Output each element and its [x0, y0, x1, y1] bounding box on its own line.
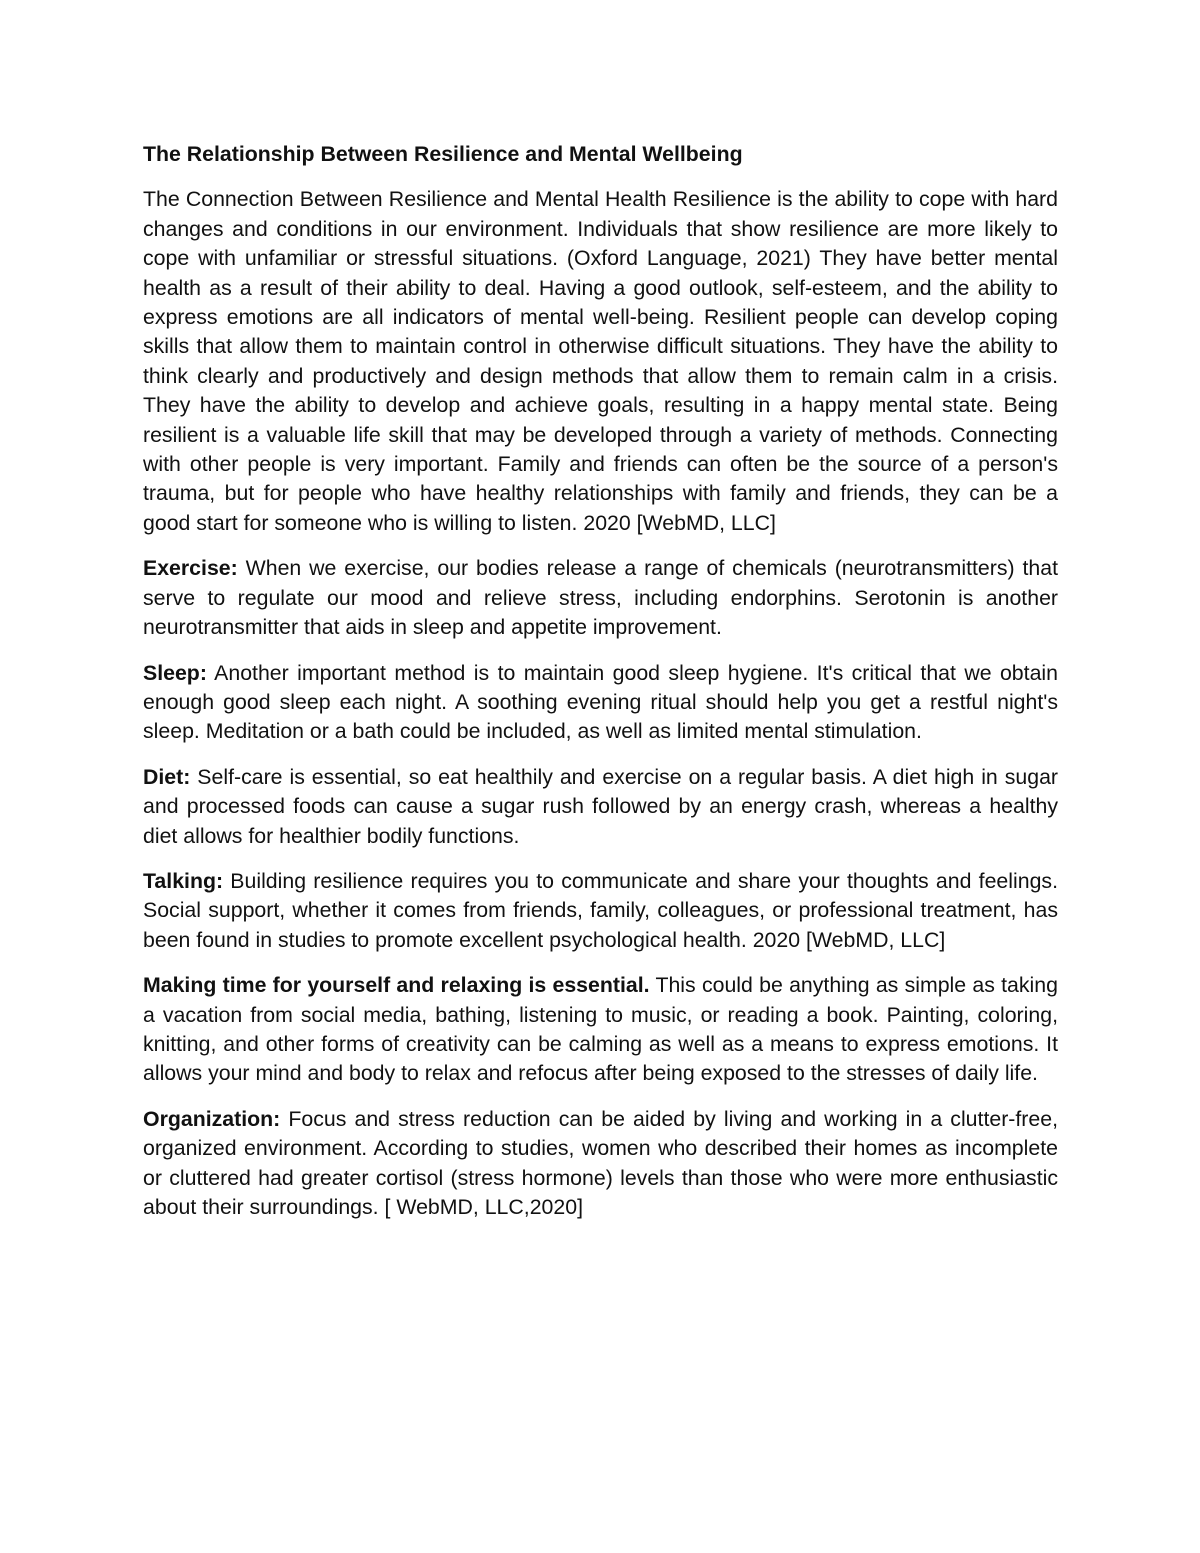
section-text: Building resilience requires you to communicate and share your thoughts and feelings. Social support, whether it comes from friends, family, colleagues, or professional treatment, has been found in studies to promote excellent psychological health. 2020 [WebMD, LLC] — [143, 868, 1058, 952]
section-talking — [143, 867, 1058, 955]
section-sleep — [143, 659, 1058, 747]
section-exercise — [143, 554, 1058, 642]
section-organization — [143, 1105, 1058, 1223]
section-text: This could be anything as simple as taking a vacation from social media, bathing, listening to music, or reading a book. Painting, coloring, knitting, and other forms of creativity can be calming as well as a means to express emotions. It allows your mind and body to relax and refocus after being exposed to the stresses of daily life. — [143, 973, 1058, 1086]
section-text: When we exercise, our bodies release a range of chemicals (neurotransmitters) that serve to regulate our mood and relieve stress, including endorphins. Serotonin is another neurotransmitter that aids in sleep and appetite improvement. — [143, 556, 1058, 640]
section-label: Making time for yourself and relaxing is essential. — [143, 973, 650, 998]
section-text: Focus and stress reduction can be aided by living and working in a clutter-free, organized environment. According to studies, women who described their homes as incomplete or cluttered had greater cortisol (stress hormone) levels than those who were more enthusiastic about their surroundings. [ WebMD, LLC,2020] — [143, 1106, 1058, 1219]
section-diet — [143, 763, 1058, 851]
intro-paragraph: The Connection Between Resilience and Mental Health Resilience is the ability to cope with hard changes and conditions in our environment. Individuals that show resilience are more likely to cope with unfamiliar or stressful situations. (Oxford Language, 2021) They have better mental health as a result of their ability to deal. Having a good outlook, self-esteem, and the ability to express emotions are all indicators of mental well-being. Resilient people can develop coping skills that allow them to maintain control in otherwise difficult situations. They have the ability to think clearly and productively and design methods that allow them to remain calm in a crisis. They have the ability to develop and achieve goals, resulting in a happy mental state. Being resilient is a valuable life skill that may be developed through a variety of methods. Connecting with other people is very important. Family and friends can often be the source of a person's trauma, but for people who have healthy relationships with family and friends, they can be a good start for someone who is willing to listen. 2020 [WebMD, LLC] — [143, 187, 1058, 535]
section-label: Diet: — [143, 764, 191, 789]
section-making-time — [143, 971, 1058, 1089]
section-label: Exercise: — [143, 556, 238, 581]
document-page — [143, 140, 1058, 1238]
section-text: Self-care is essential, so eat healthily and exercise on a regular basis. A diet high in sugar and processed foods can cause a sugar rush followed by an energy crash, whereas a healthy diet allows for healthier bodily functions. — [143, 764, 1059, 848]
section-text: Another important method is to maintain good sleep hygiene. It's critical that we obtain enough good sleep each night. A soothing evening ritual should help you get a restful night's sleep. Meditation or a bath could be included, as well as limited mental stimulation. — [143, 660, 1058, 744]
section-label: Sleep: — [143, 660, 207, 685]
section-label: Organization: — [143, 1106, 281, 1131]
document-title: The Relationship Between Resilience and Mental Wellbeing — [143, 142, 743, 166]
section-label: Talking: — [143, 868, 224, 893]
